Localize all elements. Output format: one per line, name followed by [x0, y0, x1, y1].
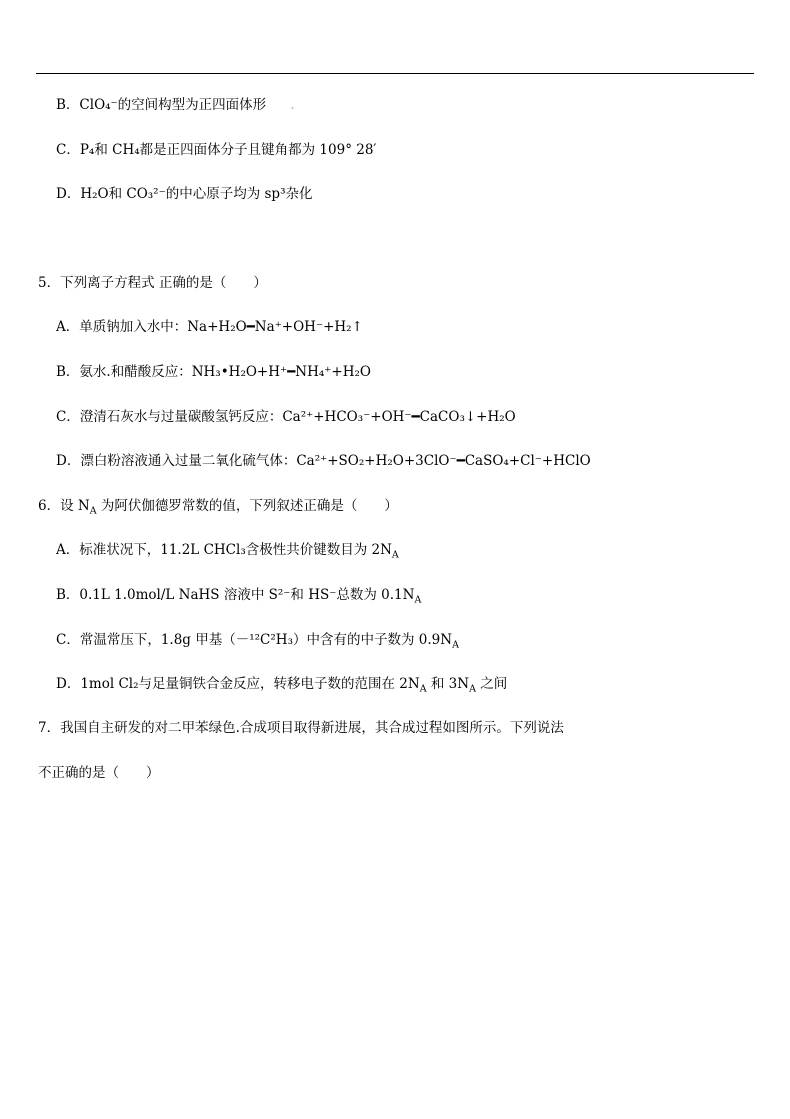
- q6-option-b: B．0.1L 1.0mol/L NaHS 溶液中 S²⁻和 HS⁻总数为 $0.1N_A$: [56, 587, 422, 606]
- q4-option-b: B．ClO₄⁻的空间构型为正四面体形 .: [56, 97, 295, 113]
- q6-option-d: D．1mol Cl₂与足量铜铁合金反应，转移电子数的范围在 $2N_A$ 和 $3N_A$ 之间: [56, 676, 508, 695]
- q7-stem-line1: 7．我国自主研发的对二甲苯绿色.合成项目取得新进展，其合成过程如图所示。下列说法: [38, 720, 564, 736]
- q4-option-c: C．P₄和 CH₄都是正四面体分子且键角都为 109° 28′: [56, 142, 377, 158]
- q6-option-c: C．常温常压下，1.8g 甲基（－¹²C²H₃）中含有的中子数为 $0.9N_A$: [56, 632, 459, 651]
- q5-option-d: D．漂白粉溶液通入过量二氧化硫气体：Ca²⁺+SO₂+H₂O+3ClO⁻━CaSO₄+Cl⁻+HClO: [56, 453, 591, 469]
- q7-stem-line2: 不正确的是（ ）: [38, 765, 160, 781]
- q5-option-a: A．单质钠加入水中：Na+H₂O━Na⁺+OH⁻+H₂↑: [56, 319, 363, 335]
- q5-option-b: B．氨水.和醋酸反应：NH₃•H₂O+H⁺━NH₄⁺+H₂O: [56, 364, 371, 380]
- q6-stem: 6．设 $N_A$ 为阿伏伽德罗常数的值，下列叙述正确是（ ）: [38, 498, 398, 517]
- stray-mark: .: [290, 97, 295, 113]
- header-rule: [36, 73, 754, 74]
- q5-stem: 5．下列离子方程式 正确的是（ ）: [38, 275, 267, 291]
- q5-option-c: C．澄清石灰水与过量碳酸氢钙反应：Ca²⁺+HCO₃⁻+OH⁻━CaCO₃↓+H₂O: [56, 409, 516, 425]
- q4-option-d: D．H₂O和 CO₃²⁻的中心原子均为 sp³杂化: [56, 186, 313, 202]
- q6-option-a: A．标准状况下，11.2L CHCl₃含极性共价键数目为 $2N_A$: [56, 542, 399, 561]
